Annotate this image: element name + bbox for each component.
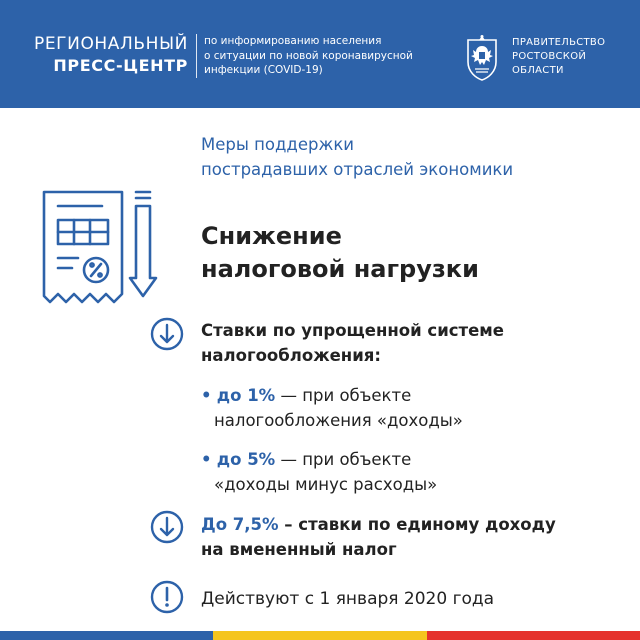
arrow-down-circle-icon: [150, 510, 184, 544]
stripe-red: [427, 631, 640, 640]
envd-rates: [201, 512, 556, 562]
bullet-item: [201, 447, 437, 497]
description-line: по информированию населения: [204, 35, 382, 47]
arrow-down-circle-icon: [150, 317, 184, 351]
stripe-blue: [0, 631, 213, 640]
bullet-text-line2: «доходы минус расходы»: [214, 475, 438, 494]
rate-value: До 7,5%: [201, 515, 279, 534]
bullet-marker: •: [201, 450, 212, 469]
bullet-text: — при объекте: [275, 386, 412, 405]
brand-line-1: РЕГИОНАЛЬНЫЙ: [33, 34, 188, 54]
heading-line: налогообложения:: [201, 346, 381, 365]
rate-value: до 5%: [216, 450, 276, 469]
tax-document-icon: [40, 190, 158, 306]
government-name: [512, 36, 605, 78]
subtitle-line: пострадавших отраслей экономики: [201, 160, 514, 179]
title-line: Снижение: [201, 222, 342, 250]
subtitle: [201, 132, 513, 182]
brand-line-2: ПРЕСС-ЦЕНТР: [53, 56, 188, 75]
page-title: [201, 220, 479, 286]
envd-text-line2: на вмененный налог: [201, 540, 397, 559]
usn-rates-heading: [201, 318, 504, 368]
heading-line: Ставки по упрощенной системе: [201, 321, 504, 340]
bullet-item: [201, 383, 463, 433]
header-divider: [196, 34, 197, 78]
envd-text: – ставки по единому доходу: [278, 515, 556, 534]
bullet-marker: •: [201, 386, 212, 405]
bullet-text-line2: налогообложения «доходы»: [214, 411, 463, 430]
exclamation-circle-icon: [150, 580, 184, 614]
stripe-yellow: [213, 631, 427, 640]
effective-date: Действуют с 1 января 2020 года: [201, 589, 495, 609]
header: [0, 0, 640, 108]
government-line: РОСТОВСКОЙ: [512, 51, 587, 62]
title-line: налоговой нагрузки: [201, 255, 479, 283]
coat-of-arms-icon: [462, 34, 502, 82]
header-description: [204, 34, 413, 78]
bullet-text: — при объекте: [275, 450, 412, 469]
government-line: ОБЛАСТИ: [512, 65, 564, 76]
rate-value: до 1%: [216, 386, 276, 405]
subtitle-line: Меры поддержки: [201, 135, 355, 154]
description-line: инфекции (COVID-19): [204, 64, 323, 76]
press-center-brand: [34, 34, 188, 76]
government-line: ПРАВИТЕЛЬСТВО: [512, 37, 606, 48]
description-line: о ситуации по новой коронавирусной: [204, 49, 413, 62]
